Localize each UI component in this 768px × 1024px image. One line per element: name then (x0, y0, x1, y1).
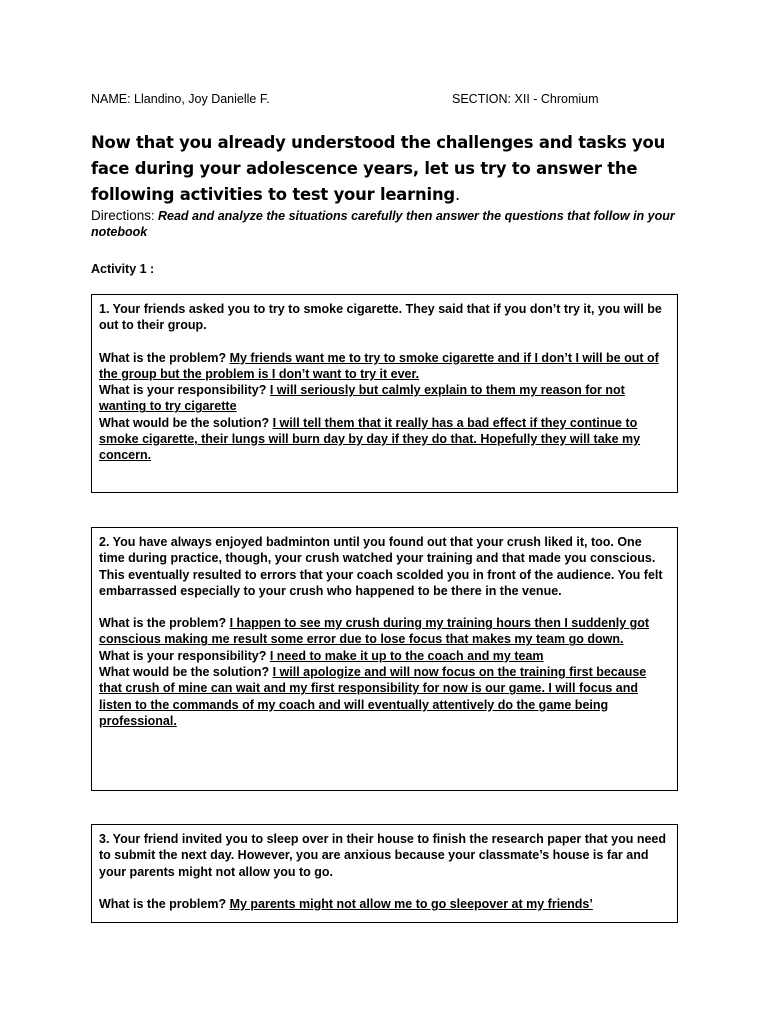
intro-heading (91, 130, 681, 208)
solution-item (99, 664, 670, 729)
problem-question: What is the problem? (99, 350, 230, 365)
directions-colon: : (151, 209, 158, 223)
responsibility-question: What is your responsibility? (99, 648, 270, 663)
scenario-text: 1. Your friends asked you to try to smoke cigarette. They said that if you don’t try it, you will be out to their group. (99, 302, 662, 333)
situation-box-3 (91, 824, 678, 923)
problem-answer: My friends want me to try to smoke cigarette and if I don’t I will be out of the group but the problem is I don’t want to try it ever. (99, 350, 659, 381)
solution-answer: I will tell them that it really has a bad effect if they continue to smoke cigarette, their lungs will burn day by day if they do that. Hopefully they will take my concern. (99, 415, 641, 463)
responsibility-answer: I will seriously but calmly explain to them my reason for not wanting to try cigarette (99, 383, 625, 414)
directions-text: Read and analyze the situations carefully then answer the questions that follow in your notebook (91, 209, 675, 239)
scenario-text: 3. Your friend invited you to sleep over in their house to finish the research paper that you need to submit the next day. However, you are anxious because your classmate’s house is far and your parents might not allow you to go. (99, 832, 667, 879)
problem-question: What is the problem? (99, 896, 230, 911)
problem-answer: My parents might not allow me to go sleepover at my friends’ (229, 896, 593, 911)
situation-box-1 (91, 294, 678, 493)
responsibility-item (99, 648, 670, 664)
responsibility-item (99, 382, 670, 415)
problem-item (99, 896, 670, 912)
problem-question: What is the problem? (99, 616, 230, 631)
responsibility-question: What is your responsibility? (99, 383, 270, 398)
problem-item (99, 615, 670, 648)
solution-question: What would be the solution? (99, 665, 273, 680)
solution-answer: I will apologize and will now focus on the training first because that crush of mine can wait and my first responsibility for now is our game. I will focus and listen to the commands of my coach and will eventually attentively do the game being professional. (99, 665, 647, 728)
solution-item (99, 415, 670, 464)
student-section: SECTION: XII - Chromium (452, 92, 599, 106)
situation-box-2 (91, 527, 678, 791)
student-name: NAME: Llandino, Joy Danielle F. (91, 92, 270, 106)
problem-answer: I happen to see my crush during my training hours then I suddenly got conscious making me result some error due to lose focus that makes my team go down. (99, 616, 650, 647)
activity-label: Activity 1 : (91, 262, 155, 276)
directions (91, 208, 676, 240)
solution-question: What would be the solution? (99, 415, 273, 430)
intro-period: . (454, 185, 460, 204)
responsibility-answer: I need to make it up to the coach and my team (269, 648, 544, 663)
problem-item (99, 350, 670, 383)
intro-text: Now that you already understood the challenges and tasks you face during your adolescence years, let us try to answer the following activities to test your learning (91, 133, 666, 204)
scenario-text: 2. You have always enjoyed badminton until you found out that your crush liked it, too. One time during practice, though, your crush watched your training and that made you conscious. This eventually resulted to errors that your coach scolded you in front of the audience. You felt embarrassed especially to your crush who happened to be there in the venue. (99, 535, 663, 598)
directions-label: Directions (91, 208, 152, 223)
